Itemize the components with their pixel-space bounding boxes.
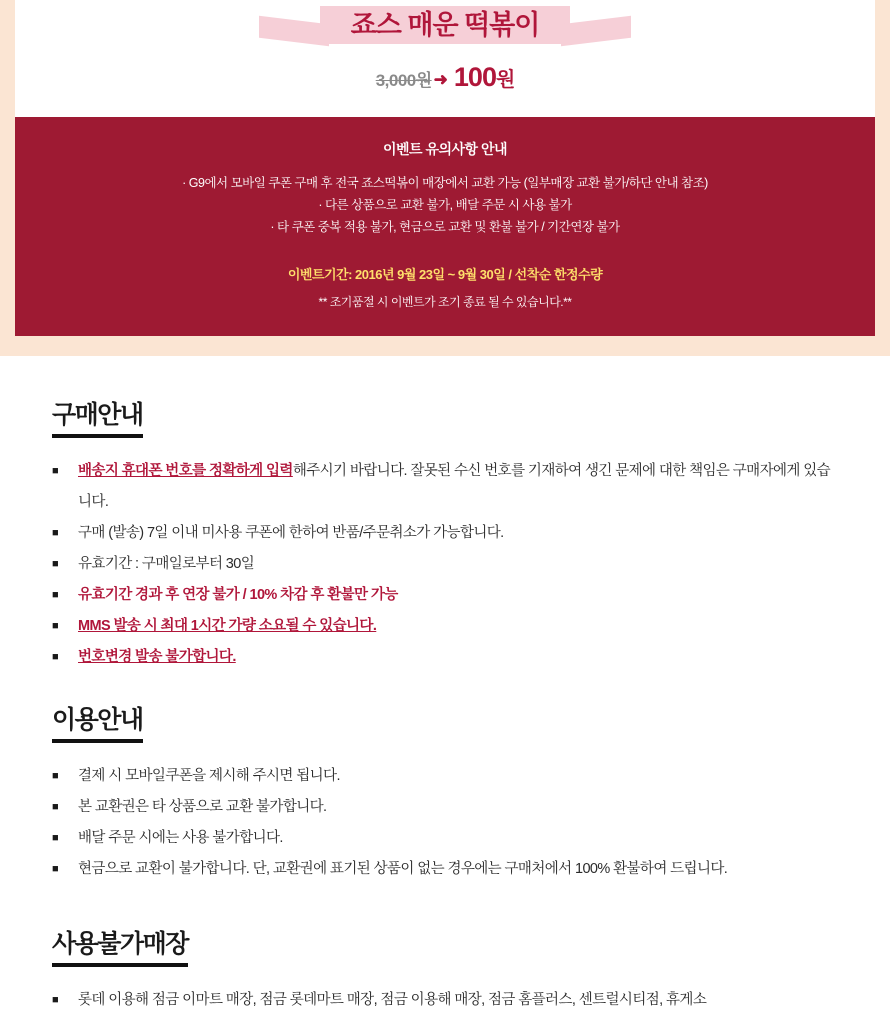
section-title: 사용불가매장 [52,929,188,967]
emphasis-text: MMS 발송 시 최대 1시간 가량 소요될 수 있습니다. [78,618,377,634]
item-text: 결제 시 모바일쿠폰을 제시해 주시면 됩니다. [78,768,340,784]
emphasis-text: 배송지 휴대폰 번호를 정확하게 입력 [78,463,293,479]
unavailable-stores-list [52,985,838,1016]
emphasis-text: 유효기간 경과 후 연장 불가 / 10% 차감 후 환불만 가능 [78,587,398,603]
purchase-guide-list [52,456,838,673]
bullet-icon: ■ [52,832,59,844]
item-text: 본 교환권은 타 상품으로 교환 불가합니다. [78,799,327,815]
bullet-icon: ■ [52,994,59,1006]
list-item [52,761,838,792]
item-text: 구매 (발송) 7일 이내 미사용 쿠폰에 한하여 반품/주문취소가 가능합니다. [78,525,504,541]
section-title: 이용안내 [52,705,143,743]
notice-subnote: ** 조기품절 시 이벤트가 조기 종료 될 수 있습니다.** [318,295,572,309]
bullet-icon: ■ [52,801,59,813]
section-title: 구매안내 [52,400,143,438]
bullet-icon: ■ [52,558,59,570]
notice-event-period: 이벤트기간: 2016년 9월 23일 ~ 9월 30일 / 선착순 한정수량 [287,267,603,282]
list-item [52,823,838,854]
ribbon-title-wrap [15,0,875,50]
bullet-icon: ■ [52,651,59,663]
item-text: 해주시기 바랍니다. 잘못된 수신 번호를 기재하여 생긴 문제에 대한 책임은 구매자에게 있습니다. [78,463,831,510]
bullet-icon: ■ [52,589,59,601]
emphasis-text: 번호변경 발송 불가합니다. [78,649,236,665]
notice-line: · 다른 상품으로 교환 불가, 배달 주문 시 사용 불가 [318,198,572,212]
section-unavailable-stores [52,917,838,1016]
promo-inner [15,0,875,336]
ribbon-title-text: 죠스 매운 떡볶이 [350,10,540,40]
item-text: 현금으로 교환이 불가합니다. 단, 교환권에 표기된 상품이 없는 경우에는 구매처에서 100% 환불하여 드립니다. [78,861,728,877]
item-text: 롯데 이용해 점금 이마트 매장, 점금 롯데마트 매장, 점금 이용해 매장, 점금 홈플러스, 센트럴시티점, 휴게소 [78,992,707,1008]
bullet-icon: ■ [52,770,59,782]
item-text: 배달 주문 시에는 사용 불가합니다. [78,830,283,846]
list-item [52,642,838,673]
bullet-icon: ■ [52,527,59,539]
list-item [52,854,838,885]
notice-line: · 타 쿠폰 중복 적용 불가, 현금으로 교환 및 환불 불가 / 기간연장 불가 [270,220,620,234]
arrow-icon: ➜ [433,70,448,89]
item-text: 유효기간 : 구매일로부터 30일 [78,556,255,572]
section-usage-guide [52,705,838,885]
list-item [52,549,838,580]
list-item [52,792,838,823]
event-notice-box [15,117,875,336]
ribbon-title [305,0,586,56]
bullet-icon: ■ [52,465,59,477]
notice-line: · G9에서 모바일 쿠폰 구매 후 전국 죠스떡볶이 매장에서 교환 가능 (일부매장 교환 불가/하단 안내 참조) [182,176,708,190]
price-original: 3,000원 [375,71,432,90]
guide-content [0,356,890,1016]
list-item [52,518,838,549]
price-discounted [454,62,514,92]
list-item [52,456,838,518]
price-discounted-unit: 원 [495,69,515,91]
section-purchase-guide [52,400,838,673]
list-item [52,580,838,611]
list-item [52,985,838,1016]
usage-guide-list [52,761,838,885]
bullet-icon: ■ [52,863,59,875]
price-discounted-value: 100 [453,62,496,92]
price-row [15,50,875,117]
list-item [52,611,838,642]
notice-title: 이벤트 유의사항 안내 [383,141,507,157]
bullet-icon: ■ [52,620,59,632]
promo-banner [0,0,890,356]
